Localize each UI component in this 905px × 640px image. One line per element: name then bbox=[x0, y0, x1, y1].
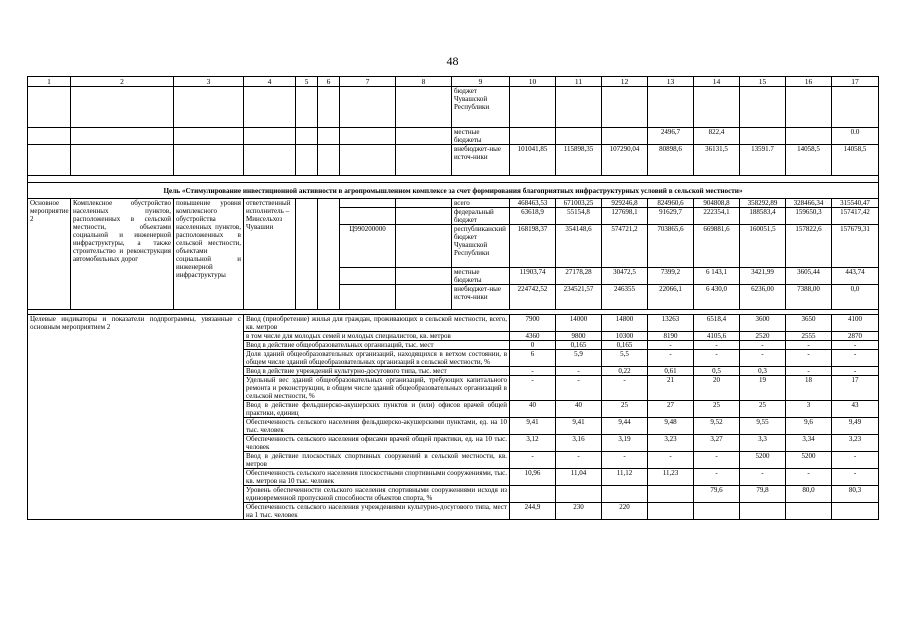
value-cell: 574721,2 bbox=[602, 225, 648, 268]
program-table bbox=[27, 76, 879, 520]
column-number: 6 bbox=[318, 77, 340, 87]
value-cell: 25 bbox=[740, 401, 786, 418]
funding-source: всего bbox=[452, 199, 510, 208]
funding-source: бюджет Чувашской Республики bbox=[452, 87, 510, 128]
value-cell: 9,41 bbox=[556, 418, 602, 435]
value-cell bbox=[648, 87, 694, 128]
value-cell: 3,3 bbox=[740, 435, 786, 452]
value-cell: - bbox=[694, 469, 740, 486]
indicator-name: Ввод в действие фельдшерско-акушерских пунктов и (или) офисов врачей общей практики, единиц bbox=[244, 401, 510, 418]
value-cell: 14058,5 bbox=[786, 145, 832, 176]
value-cell bbox=[602, 128, 648, 145]
indicator-name: Обеспеченность сельского населения учреждениями культурно-досугового типа, мест на 1 тыс. человек bbox=[244, 503, 510, 520]
value-cell: 824960,6 bbox=[648, 199, 694, 208]
value-cell: 2555 bbox=[786, 332, 832, 341]
value-cell: - bbox=[556, 367, 602, 376]
value-cell: 0.0 bbox=[832, 128, 879, 145]
indicator-name: Обеспеченность сельского населения плоскостными спортивными сооружениями, тыс. кв. метров на 10 тыс. человек bbox=[244, 469, 510, 486]
value-cell: - bbox=[740, 341, 786, 350]
value-cell bbox=[510, 486, 556, 503]
indicator-name: Ввод (приобретение) жилья для граждан, проживающих в сельской местности, всего, кв. метров bbox=[244, 315, 510, 332]
value-cell: 9800 bbox=[556, 332, 602, 341]
empty-cell bbox=[28, 145, 71, 176]
value-cell: 224742,52 bbox=[510, 285, 556, 310]
value-cell bbox=[648, 503, 694, 520]
value-cell: 6 143,1 bbox=[694, 268, 740, 285]
value-cell: 904808,8 bbox=[694, 199, 740, 208]
value-cell: 246355 bbox=[602, 285, 648, 310]
empty-cell bbox=[71, 145, 174, 176]
funding-source: республиканский бюджет Чувашской Республики bbox=[452, 225, 510, 268]
indicator-name: Обеспеченность сельского населения фельдшерско-акушерскими пунктами, ед. на 10 тыс. человек bbox=[244, 418, 510, 435]
value-cell: 25 bbox=[694, 401, 740, 418]
value-cell: 3,27 bbox=[694, 435, 740, 452]
value-cell: 0,22 bbox=[602, 367, 648, 376]
funding-source: местные бюджеты bbox=[452, 268, 510, 285]
empty-cell bbox=[340, 208, 396, 225]
value-cell: 9,41 bbox=[510, 418, 556, 435]
value-cell: 468463,53 bbox=[510, 199, 556, 208]
empty-cell bbox=[396, 128, 452, 145]
table-row bbox=[28, 128, 879, 145]
value-cell bbox=[602, 87, 648, 128]
funding-source: внебюджет-ные источ-ники bbox=[452, 285, 510, 310]
indicators-label: Целевые индикаторы и показатели подпрограммы, увязанные с основным мероприятием 2 bbox=[28, 315, 244, 520]
spacer-row bbox=[28, 176, 879, 183]
table-row bbox=[28, 87, 879, 128]
table-row bbox=[28, 315, 879, 332]
empty-cell bbox=[296, 87, 318, 128]
value-cell bbox=[786, 87, 832, 128]
empty-cell bbox=[296, 145, 318, 176]
value-cell bbox=[786, 128, 832, 145]
value-cell: 20 bbox=[694, 376, 740, 401]
empty-cell bbox=[340, 128, 396, 145]
value-cell: - bbox=[786, 469, 832, 486]
value-cell: - bbox=[786, 367, 832, 376]
activity-name: Комплексное обустройство населенных пунктов, расположенных в сельской местности, объектами социальной и инженерной инфраструктуры, а также строительство и реконструкция автомобильных дорог bbox=[71, 199, 174, 310]
value-cell: 9,6 bbox=[786, 418, 832, 435]
value-cell: - bbox=[602, 376, 648, 401]
value-cell: 18 bbox=[786, 376, 832, 401]
value-cell: 79,6 bbox=[694, 486, 740, 503]
value-cell: 21 bbox=[648, 376, 694, 401]
column-number: 9 bbox=[452, 77, 510, 87]
value-cell: 115898,35 bbox=[556, 145, 602, 176]
value-cell bbox=[694, 503, 740, 520]
value-cell: 3,34 bbox=[786, 435, 832, 452]
spacer-cell bbox=[28, 176, 879, 183]
empty-cell bbox=[340, 268, 396, 285]
empty-cell bbox=[318, 199, 340, 310]
value-cell: 80898,6 bbox=[648, 145, 694, 176]
column-number: 1 bbox=[28, 77, 71, 87]
value-cell: 2520 bbox=[740, 332, 786, 341]
value-cell: 0,0 bbox=[832, 285, 879, 310]
column-number: 14 bbox=[694, 77, 740, 87]
value-cell: 13591.7 bbox=[740, 145, 786, 176]
value-cell: 91629,7 bbox=[648, 208, 694, 225]
indicator-name: Ввод в действие учреждений культурно-досугового типа, тыс. мест bbox=[244, 367, 510, 376]
value-cell: - bbox=[832, 367, 879, 376]
value-cell: 27 bbox=[648, 401, 694, 418]
column-number: 7 bbox=[340, 77, 396, 87]
value-cell: 0,165 bbox=[602, 341, 648, 350]
value-cell: 40 bbox=[556, 401, 602, 418]
value-cell: 234521,57 bbox=[556, 285, 602, 310]
value-cell: - bbox=[694, 341, 740, 350]
value-cell: 3,23 bbox=[648, 435, 694, 452]
value-cell: 9,52 bbox=[694, 418, 740, 435]
value-cell bbox=[510, 87, 556, 128]
value-cell: 157822,6 bbox=[786, 225, 832, 268]
empty-cell bbox=[396, 87, 452, 128]
value-cell: 5,5 bbox=[602, 350, 648, 367]
value-cell: 3421,99 bbox=[740, 268, 786, 285]
column-number: 12 bbox=[602, 77, 648, 87]
value-cell: 36131,5 bbox=[694, 145, 740, 176]
value-cell: 6 430,0 bbox=[694, 285, 740, 310]
value-cell: 3,12 bbox=[510, 435, 556, 452]
value-cell: 9,44 bbox=[602, 418, 648, 435]
value-cell bbox=[832, 87, 879, 128]
table-row bbox=[28, 145, 879, 176]
value-cell: - bbox=[740, 350, 786, 367]
value-cell: 0,165 bbox=[556, 341, 602, 350]
value-cell: 6518,4 bbox=[694, 315, 740, 332]
value-cell: - bbox=[694, 452, 740, 469]
value-cell: 8190 bbox=[648, 332, 694, 341]
value-cell: 443,74 bbox=[832, 268, 879, 285]
indicator-name: в том числе для молодых семей и молодых специалистов, кв. метров bbox=[244, 332, 510, 341]
value-cell: 7399,2 bbox=[648, 268, 694, 285]
value-cell: 220 bbox=[602, 503, 648, 520]
value-cell: 168198,37 bbox=[510, 225, 556, 268]
value-cell: 43 bbox=[832, 401, 879, 418]
empty-cell bbox=[71, 128, 174, 145]
activity-goal: повышение уровня комплексного обустройства населенных пунктов, расположенных в сельской местности, объектами социальной и инженерной инфраструктуры bbox=[174, 199, 244, 310]
value-cell: 9,48 bbox=[648, 418, 694, 435]
empty-cell bbox=[396, 285, 452, 310]
value-cell: - bbox=[832, 452, 879, 469]
value-cell: 55154,8 bbox=[556, 208, 602, 225]
value-cell: 0 bbox=[510, 341, 556, 350]
empty-cell bbox=[174, 87, 244, 128]
value-cell: 9,49 bbox=[832, 418, 879, 435]
funding-source: федеральный бюджет bbox=[452, 208, 510, 225]
responsible: ответственный исполнитель – Минсельхоз Чувашии bbox=[244, 199, 296, 310]
value-cell: 14800 bbox=[602, 315, 648, 332]
empty-cell bbox=[396, 225, 452, 268]
value-cell: 0,61 bbox=[648, 367, 694, 376]
value-cell: - bbox=[556, 376, 602, 401]
value-cell: 315540,47 bbox=[832, 199, 879, 208]
column-number: 16 bbox=[786, 77, 832, 87]
empty-cell bbox=[71, 87, 174, 128]
value-cell: - bbox=[648, 341, 694, 350]
value-cell bbox=[786, 503, 832, 520]
value-cell: 703865,6 bbox=[648, 225, 694, 268]
empty-cell bbox=[296, 128, 318, 145]
value-cell: 222354,1 bbox=[694, 208, 740, 225]
value-cell: 10300 bbox=[602, 332, 648, 341]
value-cell: 4100 bbox=[832, 315, 879, 332]
funding-source: внебюджет-ные источ-ники bbox=[452, 145, 510, 176]
value-cell: 157679,31 bbox=[832, 225, 879, 268]
empty-cell bbox=[396, 145, 452, 176]
value-cell: 2496,7 bbox=[648, 128, 694, 145]
empty-cell bbox=[340, 87, 396, 128]
indicator-name: Ввод в действие общеобразовательных организаций, тыс. мест bbox=[244, 341, 510, 350]
value-cell: - bbox=[694, 350, 740, 367]
section-title: Цель «Стимулирование инвестиционной активности в агропромышленном комплексе за счет формирования благоприятных инфраструктурных условий в сельской местности» bbox=[28, 183, 879, 199]
value-cell: 3 bbox=[786, 401, 832, 418]
value-cell: 22066,1 bbox=[648, 285, 694, 310]
column-number: 15 bbox=[740, 77, 786, 87]
value-cell: 4360 bbox=[510, 332, 556, 341]
column-number: 8 bbox=[396, 77, 452, 87]
value-cell: 11,23 bbox=[648, 469, 694, 486]
value-cell: 3650 bbox=[786, 315, 832, 332]
value-cell: 3,16 bbox=[556, 435, 602, 452]
section-row bbox=[28, 183, 879, 199]
value-cell: 188583,4 bbox=[740, 208, 786, 225]
column-number: 13 bbox=[648, 77, 694, 87]
value-cell: 157417,42 bbox=[832, 208, 879, 225]
empty-cell bbox=[396, 268, 452, 285]
value-cell bbox=[740, 128, 786, 145]
value-cell: - bbox=[510, 367, 556, 376]
activity-type: Основное мероприятие 2 bbox=[28, 199, 71, 310]
column-number: 2 bbox=[71, 77, 174, 87]
value-cell bbox=[832, 503, 879, 520]
empty-cell bbox=[318, 145, 340, 176]
value-cell: 160051,5 bbox=[740, 225, 786, 268]
value-cell: 80,0 bbox=[786, 486, 832, 503]
column-number: 10 bbox=[510, 77, 556, 87]
value-cell: - bbox=[510, 452, 556, 469]
value-cell: 11,04 bbox=[556, 469, 602, 486]
value-cell: 230 bbox=[556, 503, 602, 520]
column-number: 11 bbox=[556, 77, 602, 87]
empty-cell bbox=[244, 128, 296, 145]
empty-cell bbox=[28, 87, 71, 128]
value-cell: - bbox=[602, 452, 648, 469]
value-cell: 14000 bbox=[556, 315, 602, 332]
value-cell: 14058,5 bbox=[832, 145, 879, 176]
value-cell: 3,23 bbox=[832, 435, 879, 452]
value-cell bbox=[740, 503, 786, 520]
value-cell: 328466,34 bbox=[786, 199, 832, 208]
empty-cell bbox=[174, 128, 244, 145]
value-cell bbox=[694, 87, 740, 128]
value-cell: 127698,1 bbox=[602, 208, 648, 225]
value-cell: 358292,89 bbox=[740, 199, 786, 208]
empty-cell bbox=[396, 199, 452, 208]
value-cell: - bbox=[648, 452, 694, 469]
indicator-name: Обеспеченность сельского населения офисами врачей общей практики, ед. на 10 тыс. человек bbox=[244, 435, 510, 452]
value-cell bbox=[556, 128, 602, 145]
indicator-name: Удельный вес зданий общеобразовательных организаций, требующих капитального ремонта и реконструкции, в общем числе зданий общеобразовательных организаций в сельской местности, % bbox=[244, 376, 510, 401]
empty-cell bbox=[340, 145, 396, 176]
value-cell: - bbox=[556, 452, 602, 469]
value-cell: 79,8 bbox=[740, 486, 786, 503]
value-cell bbox=[556, 486, 602, 503]
empty-cell bbox=[318, 128, 340, 145]
value-cell: 6236,00 bbox=[740, 285, 786, 310]
empty-cell bbox=[318, 87, 340, 128]
value-cell: 159650,3 bbox=[786, 208, 832, 225]
column-number: 4 bbox=[244, 77, 296, 87]
value-cell: 3,19 bbox=[602, 435, 648, 452]
value-cell: 19 bbox=[740, 376, 786, 401]
value-cell: 17 bbox=[832, 376, 879, 401]
value-cell: 669881,6 bbox=[694, 225, 740, 268]
value-cell bbox=[602, 486, 648, 503]
value-cell: 5,9 bbox=[556, 350, 602, 367]
value-cell: 40 bbox=[510, 401, 556, 418]
value-cell: 25 bbox=[602, 401, 648, 418]
value-cell: 10,96 bbox=[510, 469, 556, 486]
value-cell: - bbox=[832, 350, 879, 367]
value-cell: 2870 bbox=[832, 332, 879, 341]
indicator-name: Ввод в действие плоскостных спортивных сооружений в сельской местности, кв. метров bbox=[244, 452, 510, 469]
value-cell bbox=[510, 128, 556, 145]
table-row bbox=[28, 199, 879, 208]
column-number: 17 bbox=[832, 77, 879, 87]
value-cell: 27178,28 bbox=[556, 268, 602, 285]
empty-cell bbox=[396, 208, 452, 225]
value-cell: 354148,6 bbox=[556, 225, 602, 268]
value-cell: - bbox=[786, 341, 832, 350]
value-cell bbox=[556, 87, 602, 128]
value-cell: 822,4 bbox=[694, 128, 740, 145]
empty-cell bbox=[244, 87, 296, 128]
value-cell bbox=[648, 486, 694, 503]
value-cell: 7388,00 bbox=[786, 285, 832, 310]
value-cell: 107290,04 bbox=[602, 145, 648, 176]
value-cell: 13263 bbox=[648, 315, 694, 332]
value-cell: 3605,44 bbox=[786, 268, 832, 285]
empty-cell bbox=[28, 128, 71, 145]
value-cell: 929246,8 bbox=[602, 199, 648, 208]
empty-cell bbox=[340, 285, 396, 310]
value-cell: - bbox=[832, 341, 879, 350]
value-cell: 30472,5 bbox=[602, 268, 648, 285]
empty-cell bbox=[296, 199, 318, 310]
value-cell: - bbox=[786, 350, 832, 367]
value-cell: 80,3 bbox=[832, 486, 879, 503]
value-cell: 5200 bbox=[740, 452, 786, 469]
value-cell: 244,9 bbox=[510, 503, 556, 520]
value-cell: - bbox=[648, 350, 694, 367]
value-cell: 9,55 bbox=[740, 418, 786, 435]
value-cell: 671003,25 bbox=[556, 199, 602, 208]
value-cell: 4105,6 bbox=[694, 332, 740, 341]
value-cell: 7900 bbox=[510, 315, 556, 332]
indicator-name: Уровень обеспеченности сельского населения спортивными сооружениями исходя из единовременной пропускной способности объектов спорта, % bbox=[244, 486, 510, 503]
value-cell: 6 bbox=[510, 350, 556, 367]
value-cell bbox=[740, 87, 786, 128]
column-number: 5 bbox=[296, 77, 318, 87]
page-number: 48 bbox=[446, 54, 459, 68]
funding-source: местные бюджеты bbox=[452, 128, 510, 145]
budget-code: Ц990200000 bbox=[340, 225, 396, 268]
value-cell: 5200 bbox=[786, 452, 832, 469]
value-cell: - bbox=[740, 469, 786, 486]
empty-cell bbox=[340, 199, 396, 208]
value-cell: - bbox=[832, 469, 879, 486]
header-row bbox=[28, 77, 879, 87]
indicator-name: Доля зданий общеобразовательных организаций, находящихся в ветхом состоянии, в общем числе зданий общеобразовательных организаций в сельской местности, % bbox=[244, 350, 510, 367]
column-number: 3 bbox=[174, 77, 244, 87]
value-cell: 63618,9 bbox=[510, 208, 556, 225]
value-cell: 11,12 bbox=[602, 469, 648, 486]
value-cell: - bbox=[510, 376, 556, 401]
value-cell: 101041,85 bbox=[510, 145, 556, 176]
empty-cell bbox=[174, 145, 244, 176]
value-cell: 11903,74 bbox=[510, 268, 556, 285]
value-cell: 3600 bbox=[740, 315, 786, 332]
value-cell: 0,3 bbox=[740, 367, 786, 376]
value-cell: 0,5 bbox=[694, 367, 740, 376]
empty-cell bbox=[244, 145, 296, 176]
